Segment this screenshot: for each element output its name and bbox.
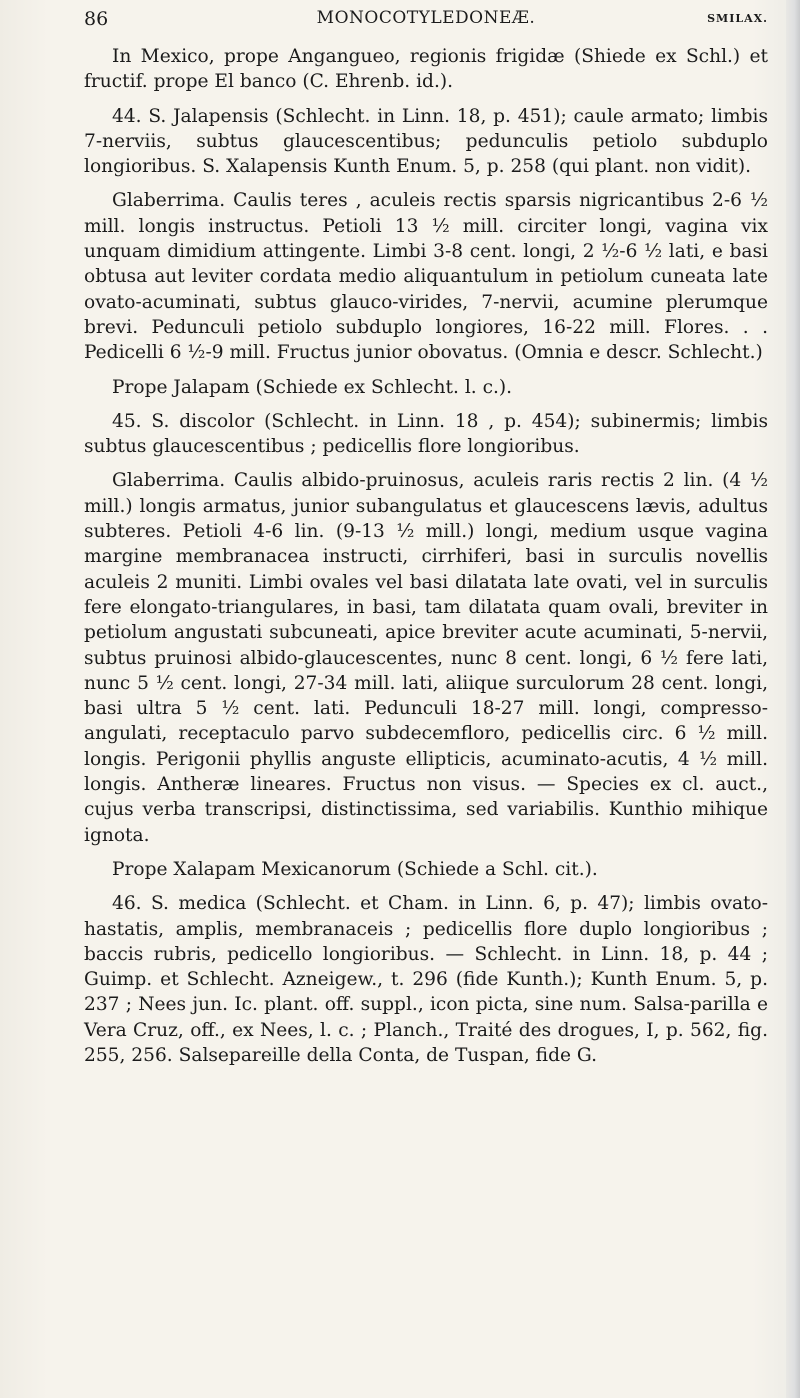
species-entry-46: 46. S. medica (Schlecht. et Cham. in Linn. 6, p. 47); limbis ovato-hastatis, amplis, membranaceis ; pedicellis flore duplo longioribus ; baccis rubris, pedicello longioribus. — Schlecht. in Linn. 18, p. 44 ; Guimp. et Schlecht. Azneigew., t. 296 (fide Kunth.); Kunth Enum. 5, p. 237 ; Nees jun. Ic. plant. off. suppl., icon picta, sine num. Salsa-parilla e Vera Cruz, off., ex Nees, l. c. ; Planch., Traité des drogues, I, p. 562, fig. 255, 256. Salsepareille della Conta, de Tuspan, fide G. bbox=[84, 893, 768, 1066]
page-edge bbox=[786, 0, 800, 1398]
page-body bbox=[84, 44, 768, 1077]
running-title: MONOCOTYLEDONEÆ. bbox=[316, 8, 536, 28]
paragraph: In Mexico, prope Angangueo, regionis frigidæ (Shiede ex Schl.) et fructif. prope El banco (C. Ehrenb. id.). bbox=[84, 46, 768, 93]
locality: Prope Jalapam (Schiede ex Schlecht. l. c.). bbox=[112, 376, 513, 398]
species-entry-44: 44. S. Jalapensis (Schlecht. in Linn. 18, p. 451); caule armato; limbis 7-nerviis, subtus glaucescentibus; pedunculis petiolo subduplo longioribus. S. Xalapensis Kunth Enum. 5, p. 258 (qui plant. non vidit). bbox=[84, 105, 768, 178]
paragraph: Glaberrima. Caulis teres , aculeis rectis sparsis nigricantibus 2-6 ½ mill. longis instructus. Petioli 13 ½ mill. circiter longi, vagina vix unquam dimidium attingente. Limbi 3-8 cent. longi, 2 ½-6 ½ lati, e basi obtusa aut leviter cordata medio aliquantulum in petiolum cuneata late ovato-acuminati, subtus glauco-virides, 7-nervii, acumine plerumque brevi. Pedunculi petiolo subduplo longiores, 16-22 mill. Flores. . . Pedicelli 6 ½-9 mill. Fructus junior obovatus. (Omnia e descr. Schlecht.) bbox=[84, 190, 768, 364]
locality: Prope Xalapam Mexicanorum (Schiede a Schl. cit.). bbox=[112, 858, 598, 880]
paragraph: Glaberrima. Caulis albido-pruinosus, aculeis raris rectis 2 lin. (4 ½ mill.) longis armatus, junior subangulatus et glaucescens lævis, adultus subteres. Petioli 4-6 lin. (9-13 ½ mill.) longi, medium usque vagina margine membranacea instructi, cirrhiferi, basi in surculis novellis aculeis 2 muniti. Limbi ovales vel basi dilatata late ovati, vel in surculis fere elongato-triangulares, in basi, tam dilatata quam ovali, breviter in petiolum angustati subcuneati, apice breviter acute acuminati, 5-nervii, subtus pruinosi albido-glaucescentes, nunc 8 cent. longi, 6 ½ fere lati, nunc 5 ½ cent. longi, 27-34 mill. lati, aliique surculorum 28 cent. longi, basi ultra 5 ½ cent. lati. Pedunculi 18-27 mill. longi, compresso-angulati, receptaculo parvo subdecemfloro, pedicellis circ. 6 ½ mill. longis. Perigonii phyllis anguste ellipticis, acuminato-acutis, 4 ½ mill. longis. Antheræ lineares. Fructus non visus. — Species ex cl. auct., cujus verba transcripsi, distinctissima, sed variabilis. Kunthio mihique ignota. bbox=[84, 470, 768, 846]
running-header bbox=[84, 8, 768, 40]
species-entry-45: 45. S. discolor (Schlecht. in Linn. 18 , p. 454); subinermis; limbis subtus glaucescentibus ; pedicellis flore longioribus. bbox=[84, 410, 768, 458]
page-number: 86 bbox=[84, 8, 109, 30]
section-title: SMILAX. bbox=[707, 12, 768, 25]
